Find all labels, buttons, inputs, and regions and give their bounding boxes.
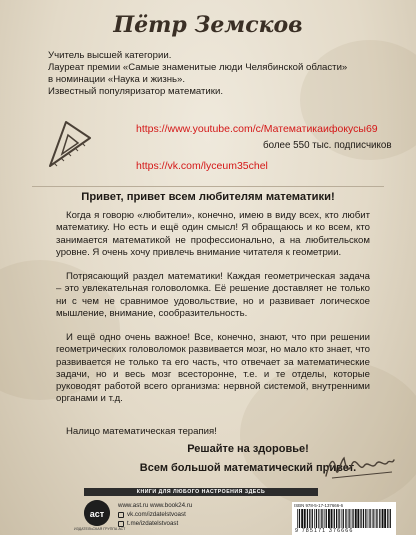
logo-text: аст [89, 509, 105, 519]
barcode-bar [355, 509, 357, 528]
barcode-bar [331, 509, 333, 528]
isbn-barcode-box [292, 502, 396, 535]
closing-line: Решайте на здоровье! [187, 443, 309, 455]
barcode-bar [328, 509, 330, 528]
barcode-bar [379, 509, 380, 528]
site-links-text: www.ast.ru www.book24.ru [118, 502, 193, 509]
barcode-bar [334, 509, 335, 528]
telegram-publisher-link[interactable] [118, 519, 192, 528]
barcode-bar [307, 509, 308, 528]
telegram-publisher-text: t.me/izdatelstvoast [127, 520, 179, 527]
barcode-bar [352, 509, 353, 528]
set-square-icon [44, 118, 96, 172]
paragraph [56, 210, 370, 259]
barcode-bar [297, 509, 298, 528]
paragraph-text: Налицо математическая терапия! [66, 426, 217, 437]
vk-publisher-text: vk.com/izdatelstvoast [127, 511, 186, 518]
author-name: Пётр Земсков [113, 12, 303, 38]
vk-publisher-link[interactable] [118, 510, 192, 519]
publisher-footer [0, 488, 416, 535]
site-links[interactable] [118, 501, 192, 510]
bio-line: Известный популяризатор математики. [48, 86, 224, 97]
paragraph [56, 271, 370, 320]
barcode-graphic [296, 509, 392, 528]
vk-icon [118, 512, 124, 518]
barcode-bar [343, 509, 344, 528]
barcode-bar [326, 509, 327, 528]
section-divider [32, 186, 384, 187]
barcode-bar [346, 509, 347, 528]
barcode-bar [376, 509, 377, 528]
barcode-bar [372, 509, 373, 528]
barcode-bar [309, 509, 310, 528]
barcode-bar [322, 509, 323, 528]
barcode-bar [312, 509, 313, 528]
telegram-icon [118, 521, 124, 527]
barcode-bar [341, 509, 342, 528]
barcode-bar [336, 509, 337, 528]
subscriber-count: более 550 тыс. подписчиков [263, 140, 392, 151]
barcode-bar [375, 509, 376, 528]
barcode-bar [314, 509, 315, 528]
vk-link[interactable]: https://vk.com/lyceum35chel [136, 160, 268, 172]
paragraph [56, 426, 370, 438]
barcode-bar [321, 509, 322, 528]
barcode-digits: 9 785171 376666 [295, 528, 354, 534]
barcode-bar [324, 509, 325, 528]
barcode-bar [368, 509, 369, 528]
barcode-bar [382, 509, 384, 528]
isbn-number: ISBN 978-5-17-137666-6 [294, 503, 344, 508]
bio-line: Лауреат премии «Самые знаменитые люди Челябинской области» [48, 62, 348, 73]
ast-logo [84, 500, 110, 526]
barcode-bar [320, 509, 321, 528]
barcode-bar [318, 509, 319, 528]
paragraph-text: Когда я говорю «любители», конечно, имею в виду всех, кто любит математику. Но есть и ещё один смысл! Я обращаюсь и ко всем, кто занимается математикой не профессионально, а на любительском уровне. Я очень хочу привлечь внимание читателя к геометрии. [56, 210, 370, 258]
barcode-bar [363, 509, 364, 528]
barcode-bar [301, 509, 303, 528]
paragraph-text: И ещё одно очень важное! Все, конечно, знают, что при решении геометрических головоломок развивается мозг, но мало кто знает, что развивается не только та его часть, что отвечает за математические задачи, но и весь мозг всесторонне, т.е. и те отделы, которые руководят работой всего организма: нервной системой, внутренними органами и т.д. [56, 332, 370, 405]
barcode-bar [345, 509, 346, 528]
closing-line: Всем большой математический привет. [139, 462, 357, 474]
barcode-bar [387, 509, 388, 528]
publisher-name: ИЗДАТЕЛЬСКАЯ ГРУППА АСТ [74, 527, 126, 531]
author-signature [322, 450, 398, 482]
barcode-bar [316, 509, 317, 528]
author-bio [48, 50, 388, 98]
barcode-bar [338, 509, 339, 528]
paragraph-text: Потрясающий раздел математики! Каждая геометрическая задача – это увлекательная головоломка. Её решение доставляет не только ни с чем не сравнимое удовольствие, но и развивает логическое мышление, внимание, сообразительность. [56, 271, 370, 319]
barcode-bar [369, 509, 370, 528]
barcode-bar [390, 509, 391, 528]
greeting-heading: Привет, привет всем любителям математики! [81, 191, 335, 203]
barcode-bar [360, 509, 361, 528]
barcode-bar [373, 509, 374, 528]
bio-line: в номинации «Наука и жизнь». [48, 74, 186, 85]
barcode-bar [304, 509, 306, 528]
barcode-bar [349, 509, 350, 528]
barcode-bar [365, 509, 366, 528]
barcode-bar [351, 509, 352, 528]
barcode-bar [348, 509, 349, 528]
barcode-bar [377, 509, 378, 528]
youtube-link[interactable]: https://www.youtube.com/c/Математикаифокусы69 [136, 123, 378, 135]
barcode-bar [357, 509, 359, 528]
paragraph [56, 332, 370, 406]
footer-links [118, 501, 192, 528]
barcode-bar [384, 509, 386, 528]
bio-line: Учитель высшей категории. [48, 50, 172, 61]
footer-tagline: КНИГИ ДЛЯ ЛЮБОГО НАСТРОЕНИЯ ЗДЕСЬ [84, 488, 318, 496]
barcode-bar [299, 509, 300, 528]
